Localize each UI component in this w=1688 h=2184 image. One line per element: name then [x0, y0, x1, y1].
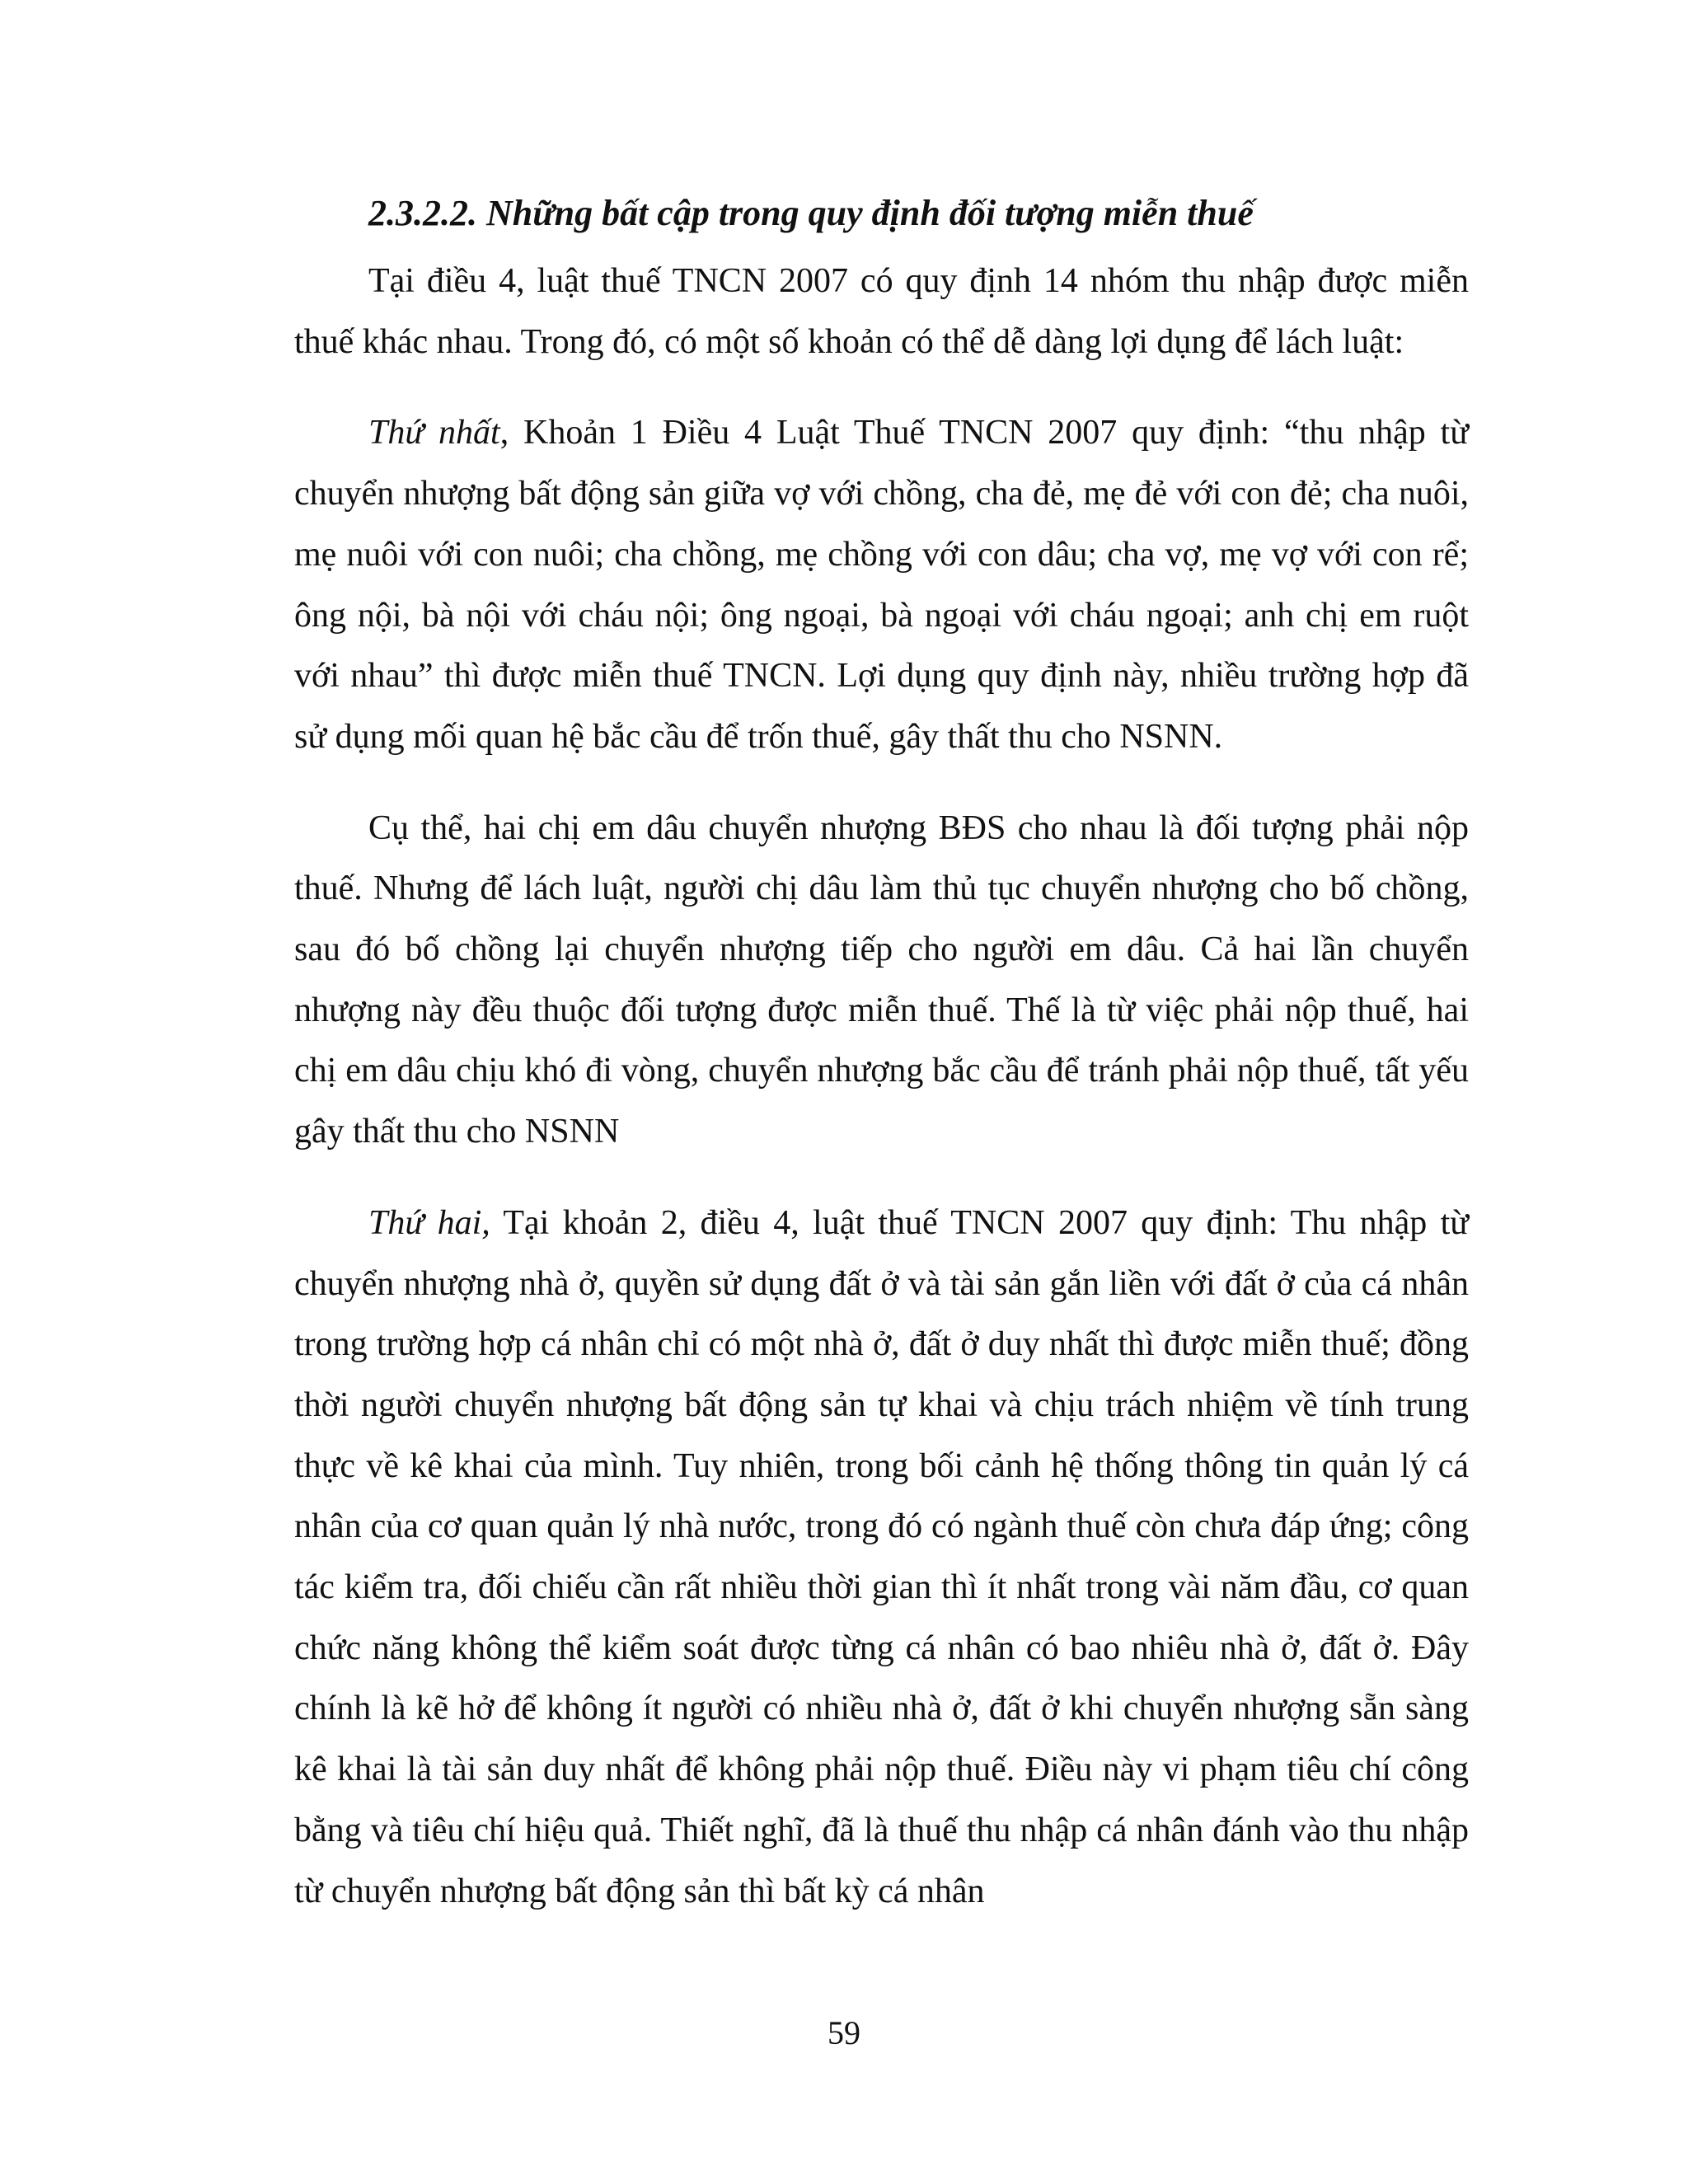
paragraph-example: [294, 799, 1469, 1163]
paragraph-text: , Khoản 1 Điều 4 Luật Thuế TNCN 2007 quy định: “thu nhập từ chuyển nhượng bất động sản giữa vợ với chồng, cha đẻ, mẹ đẻ với con đẻ; cha nuôi, mẹ nuôi với con nuôi; cha chồng, mẹ chồng với con dâu; cha vợ, mẹ vợ với con rể; ông nội, bà nội với cháu nội; ông ngoại, bà ngoại với cháu ngoại; anh chị em ruột với nhau” thì được miễn thuế TNCN. Lợi dụng quy định này, nhiều trường hợp đã sử dụng mối quan hệ bắc cầu để trốn thuế, gây thất thu cho NSNN.: [294, 414, 1469, 756]
page-number: 59: [828, 2014, 860, 2051]
paragraph-text: Cụ thể, hai chị em dâu chuyển nhượng BĐS cho nhau là đối tượng phải nộp thuế. Nhưng để lách luật, người chị dâu làm thủ tục chuyển nhượng cho bố chồng, sau đó bố chồng lại chuyển nhượng tiếp cho người em dâu. Cả hai lần chuyển nhượng này đều thuộc đối tượng được miễn thuế. Thế là từ việc phải nộp thuế, hai chị em dâu chịu khó đi vòng, chuyển nhượng bắc cầu để tránh phải nộp thuế, tất yếu gây thất thu cho NSNN: [294, 808, 1469, 1151]
paragraph-lead: Thứ nhất: [368, 414, 500, 452]
paragraph-lead: Thứ hai,: [368, 1203, 490, 1242]
paragraph-second-point: [294, 1193, 1469, 1922]
section-heading: 2.3.2.2. Những bất cập trong quy định đối tượng miễn thuế: [368, 193, 1254, 233]
document-body: [294, 192, 1469, 1922]
paragraph-first-point: [294, 403, 1469, 767]
paragraph-intro: [294, 251, 1469, 373]
paragraph-text: Tại điều 4, luật thuế TNCN 2007 có quy định 14 nhóm thu nhập được miễn thuế khác nhau. Trong đó, có một số khoản có thể dễ dàng lợi dụng để lách luật:: [294, 262, 1469, 361]
paragraph-text: Tại khoản 2, điều 4, luật thuế TNCN 2007 quy định: Thu nhập từ chuyển nhượng nhà ở, quyền sử dụng đất ở và tài sản gắn liền với đất ở của cá nhân trong trường hợp cá nhân chỉ có một nhà ở, đất ở duy nhất thì được miễn thuế; đồng thời người chuyển nhượng bất động sản tự khai và chịu trách nhiệm về tính trung thực về kê khai của mình. Tuy nhiên, trong bối cảnh hệ thống thông tin quản lý cá nhân của cơ quan quản lý nhà nước, trong đó có ngành thuế còn chưa đáp ứng; công tác kiểm tra, đối chiếu cần rất nhiều thời gian thì ít nhất trong vài năm đầu, cơ quan chức năng không thể kiểm soát được từng cá nhân có bao nhiêu nhà ở, đất ở. Đây chính là kẽ hở để không ít người có nhiều nhà ở, đất ở khi chuyển nhượng sẵn sàng kê khai là tài sản duy nhất để không phải nộp thuế. Điều này vi phạm tiêu chí công bằng và tiêu chí hiệu quả. Thiết nghĩ, đã là thuế thu nhập cá nhân đánh vào thu nhập từ chuyển nhượng bất động sản thì bất kỳ cá nhân: [294, 1203, 1469, 1910]
